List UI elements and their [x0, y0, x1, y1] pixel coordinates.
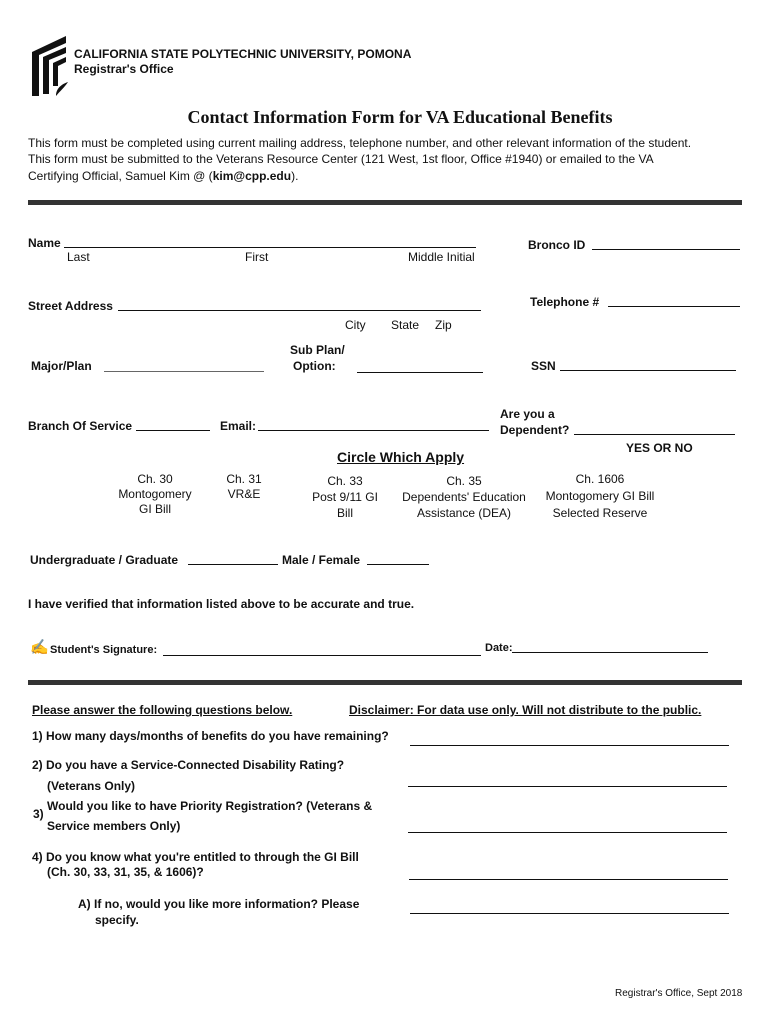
disclaimer: Disclaimer: For data use only. Will not distribute to the public.: [349, 703, 702, 717]
form-title: Contact Information Form for VA Educational Benefits: [187, 107, 613, 127]
signature-label: Student's Signature:: [50, 644, 158, 656]
option-ch35[interactable]: Ch. 35 Dependents' Education Assistance (DEA): [402, 474, 526, 520]
question-3-answer[interactable]: [408, 832, 727, 833]
pen-icon: ✍: [30, 639, 49, 656]
signature-field[interactable]: [163, 655, 481, 656]
undergraduate-graduate-label: Undergraduate / Graduate: [30, 553, 179, 567]
dependent-label-2: Dependent?: [500, 423, 570, 437]
option-ch1606[interactable]: Ch. 1606 Montogomery GI Bill Selected Reserve: [545, 472, 655, 520]
university-name: CALIFORNIA STATE POLYTECHNIC UNIVERSITY, POMONA: [74, 47, 412, 61]
telephone-field[interactable]: [608, 306, 740, 307]
intro-line-1: This form must be completed using current mailing address, telephone number, and other relevant information of the student.: [28, 136, 692, 150]
name-field[interactable]: [64, 247, 476, 248]
question-4a-answer[interactable]: [410, 913, 729, 914]
male-female-label: Male / Female: [282, 553, 361, 567]
street-address-label: Street Address: [28, 299, 113, 313]
option-ch33[interactable]: Ch. 33 Post 9/11 GI Bill: [312, 474, 378, 520]
male-female-field[interactable]: [367, 564, 429, 565]
middle-initial-label: Middle Initial: [408, 250, 475, 264]
question-2-answer[interactable]: [408, 786, 727, 787]
major-plan-field[interactable]: [104, 371, 264, 372]
name-label: Name: [28, 236, 61, 250]
question-2: 2) Do you have a Service-Connected Disability Rating?: [32, 758, 345, 772]
dependent-label-1: Are you a: [500, 407, 555, 421]
date-label: Date:: [485, 642, 513, 654]
date-field[interactable]: [512, 652, 708, 653]
major-plan-label: Major/Plan: [31, 359, 92, 373]
state-label: State: [391, 318, 420, 332]
branch-of-service-label: Branch Of Service: [28, 419, 133, 433]
email-field[interactable]: [258, 430, 489, 431]
yes-or-no-label: YES OR NO: [626, 441, 693, 455]
question-4-answer[interactable]: [409, 879, 728, 880]
sub-plan-field[interactable]: [357, 372, 483, 373]
question-1: 1) How many days/months of benefits do you have remaining?: [32, 729, 389, 743]
question-2-note: (Veterans Only): [47, 779, 136, 793]
question-4a-note: specify.: [95, 913, 139, 927]
branch-of-service-field[interactable]: [136, 430, 210, 431]
option-ch31[interactable]: Ch. 31 VR&E: [226, 472, 262, 501]
question-1-answer[interactable]: [410, 745, 729, 746]
university-logo: [30, 36, 70, 98]
first-name-label: First: [245, 250, 269, 264]
zip-label: Zip: [435, 318, 452, 332]
telephone-label: Telephone #: [530, 295, 600, 309]
last-name-label: Last: [67, 250, 90, 264]
option-label: Option:: [293, 359, 336, 373]
circle-which-apply-heading: Circle Which Apply: [337, 449, 465, 465]
question-4: 4) Do you know what you're entitled to through the GI Bill: [32, 850, 359, 864]
email-label: Email:: [220, 419, 257, 433]
bronco-id-label: Bronco ID: [528, 238, 586, 252]
option-ch30[interactable]: Ch. 30 Montogomery GI Bill: [118, 472, 192, 516]
street-address-field[interactable]: [118, 310, 481, 311]
divider: [28, 680, 742, 685]
undergraduate-graduate-field[interactable]: [188, 564, 278, 565]
city-label: City: [345, 318, 366, 332]
questions-heading: Please answer the following questions below.: [32, 703, 293, 717]
intro-line-3: Certifying Official, Samuel Kim @ (kim@cpp.edu).: [28, 169, 299, 183]
sub-plan-label: Sub Plan/: [290, 343, 345, 357]
bronco-id-field[interactable]: [592, 249, 740, 250]
footer-text: Registrar's Office, Sept 2018: [615, 988, 743, 999]
question-3-note: Service members Only): [47, 819, 181, 833]
verification-statement: I have verified that information listed above to be accurate and true.: [28, 597, 415, 611]
question-4-note: (Ch. 30, 33, 31, 35, & 1606)?: [47, 865, 204, 879]
contact-email[interactable]: kim@cpp.edu: [212, 169, 292, 183]
office-name: Registrar's Office: [74, 62, 174, 76]
ssn-field[interactable]: [560, 370, 736, 371]
divider: [28, 200, 742, 205]
ssn-label: SSN: [531, 359, 556, 373]
question-3: Would you like to have Priority Registration? (Veterans &: [47, 799, 373, 813]
intro-line-2: This form must be submitted to the Veterans Resource Center (121 West, 1st floor, Office #1940) or emailed to the VA: [28, 152, 654, 166]
dependent-field[interactable]: [574, 434, 735, 435]
question-3-number: 3): [33, 807, 44, 821]
question-4a: A) If no, would you like more information? Please: [78, 897, 360, 911]
